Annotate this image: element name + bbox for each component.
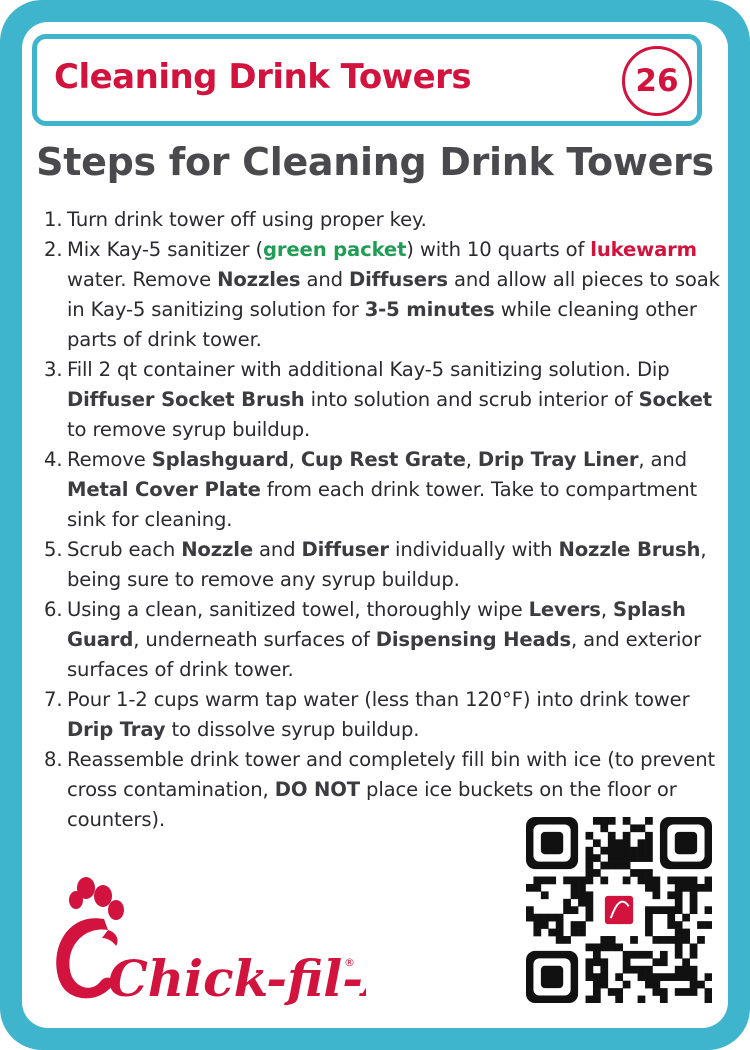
step-item bbox=[44, 535, 724, 595]
step-item bbox=[44, 355, 724, 445]
step-keyword: Nozzle Brush bbox=[558, 538, 701, 561]
header-title: Cleaning Drink Towers bbox=[54, 57, 472, 97]
step-text: place ice buckets on the floor or counters). bbox=[67, 778, 677, 831]
step-keyword: 3-5 minutes bbox=[364, 298, 495, 321]
step-text: from each drink tower. Take to compartment sink for cleaning. bbox=[67, 478, 698, 531]
step-text: while cleaning other parts of drink tower. bbox=[67, 298, 697, 351]
step-keyword: Nozzles bbox=[217, 268, 301, 291]
step-text: , being sure to remove any syrup buildup. bbox=[67, 538, 707, 591]
step-item bbox=[44, 685, 724, 745]
step-text: , bbox=[600, 598, 613, 621]
step-keyword: Diffusers bbox=[349, 268, 448, 291]
step-keyword: Nozzle bbox=[181, 538, 253, 561]
step-keyword: DO NOT bbox=[274, 778, 360, 801]
step-keyword: Metal Cover Plate bbox=[67, 478, 261, 501]
step-keyword: Drip Tray Liner bbox=[477, 448, 639, 471]
step-text: ) with 10 quarts of bbox=[406, 238, 591, 261]
step-text: Remove bbox=[67, 448, 152, 471]
step-item bbox=[44, 235, 724, 355]
step-item bbox=[44, 595, 724, 685]
chick-fil-a-logo bbox=[46, 874, 366, 1018]
step-keyword: Diffuser bbox=[301, 538, 389, 561]
step-text: and bbox=[252, 538, 302, 561]
step-number: 2. bbox=[44, 238, 63, 261]
step-keyword: Dispensing Heads bbox=[375, 628, 572, 651]
step-keyword: green packet bbox=[263, 238, 407, 261]
step-text: Reassemble drink tower and completely fill bin with ice (to prevent cross contamination, bbox=[67, 748, 716, 801]
step-text: to dissolve syrup buildup. bbox=[165, 718, 420, 741]
step-keyword: Splashguard bbox=[151, 448, 289, 471]
logo-wordmark: Chick-fil- bbox=[108, 949, 364, 1008]
page-title: Steps for Cleaning Drink Towers bbox=[36, 140, 714, 184]
qr-code-icon[interactable] bbox=[526, 817, 712, 1007]
step-text: to remove syrup buildup. bbox=[67, 418, 311, 441]
step-text: , underneath surfaces of bbox=[133, 628, 376, 651]
step-text: and allow all pieces to soak in Kay-5 sanitizing solution for bbox=[67, 268, 720, 321]
step-keyword: Socket bbox=[638, 388, 713, 411]
step-number: 4. bbox=[44, 448, 63, 471]
steps-list bbox=[44, 205, 724, 835]
card-body bbox=[22, 22, 728, 1028]
step-keyword: Drip Tray bbox=[67, 718, 166, 741]
step-item bbox=[44, 445, 724, 535]
step-text: Using a clean, sanitized towel, thoroughly wipe bbox=[67, 598, 529, 621]
step-number: 8. bbox=[44, 748, 63, 771]
step-text: , bbox=[288, 448, 301, 471]
step-keyword: Cup Rest Grate bbox=[300, 448, 466, 471]
step-keyword: Levers bbox=[528, 598, 601, 621]
step-text: into solution and scrub interior of bbox=[304, 388, 639, 411]
step-text: , and exterior surfaces of drink tower. bbox=[67, 628, 702, 681]
step-number: 5. bbox=[44, 538, 63, 561]
step-keyword: Splash Guard bbox=[67, 598, 686, 651]
step-number: 6. bbox=[44, 598, 63, 621]
step-text: Pour 1-2 cups warm tap water (less than 120°F) into drink tower bbox=[67, 688, 690, 711]
step-keyword: Diffuser Socket Brush bbox=[67, 388, 305, 411]
step-text: water. Remove bbox=[67, 268, 218, 291]
step-text: Fill 2 qt container with additional Kay-5 sanitizing solution. Dip bbox=[67, 358, 670, 381]
step-item bbox=[44, 205, 724, 235]
svg-text:®: ® bbox=[344, 956, 355, 969]
step-number: 3. bbox=[44, 358, 63, 381]
step-text: Scrub each bbox=[67, 538, 182, 561]
step-text: Mix Kay-5 sanitizer ( bbox=[67, 238, 264, 261]
card-number-badge: 26 bbox=[622, 46, 692, 116]
step-text: Turn drink tower off using proper key. bbox=[67, 208, 427, 231]
step-number: 1. bbox=[44, 208, 63, 231]
card-header bbox=[32, 34, 702, 126]
step-text: , bbox=[465, 448, 478, 471]
step-text: and bbox=[300, 268, 349, 291]
step-number: 7. bbox=[44, 688, 63, 711]
step-keyword: lukewarm bbox=[590, 238, 697, 261]
step-text: individually with bbox=[388, 538, 559, 561]
step-text: , and bbox=[638, 448, 687, 471]
brand-logo-icon bbox=[46, 874, 366, 1014]
